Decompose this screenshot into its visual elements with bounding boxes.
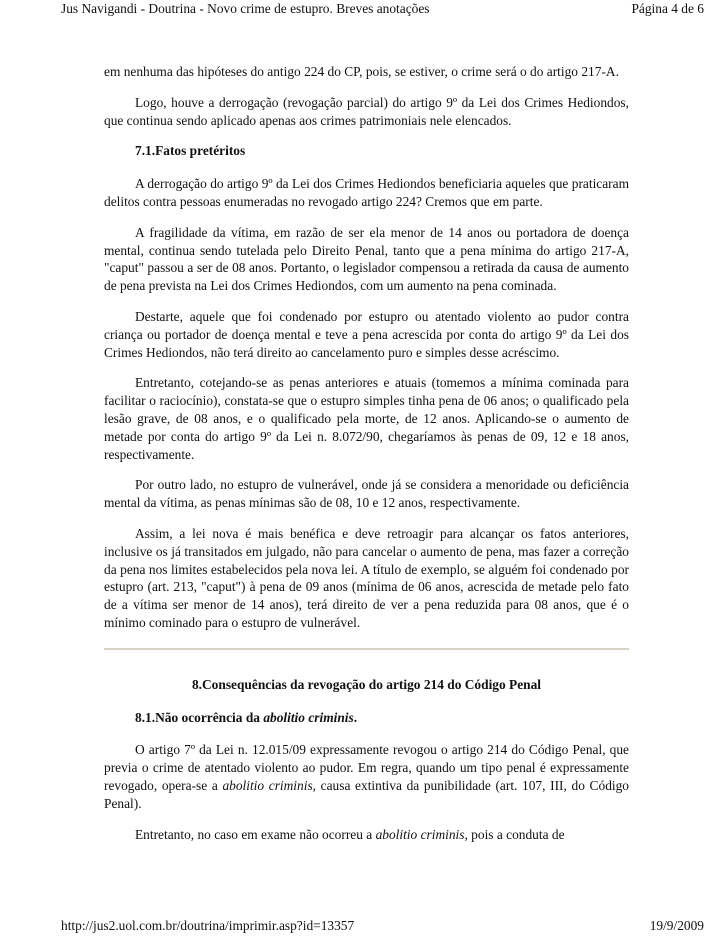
print-footer-url: http://jus2.uol.com.br/doutrina/imprimir.asp?id=13357 — [61, 918, 355, 933]
paragraph: A fragilidade da vítima, em razão de ser ela menor de 14 anos ou portadora de doença mental, continua sendo tutelada pelo Direito Penal, tanto que a pena mínima do artigo 217-A, "caput" passou a ser de 08 anos. Portanto, o legislador compensou a retirada da causa de aumento de pena prevista na Lei dos Crimes Hediondos, com um aumento na pena cominada. — [104, 224, 629, 294]
print-header-page-number: Página 4 de 6 — [631, 1, 704, 16]
heading-emphasis: abolitio criminis — [263, 709, 354, 725]
section-heading-8: 8.Consequências da revogação do artigo 214 do Código Penal — [191, 676, 542, 692]
section-heading-8-1 — [135, 709, 629, 727]
paragraph: Entretanto, cotejando-se as penas anteriores e atuais (tomemos a mínima cominada para facilitar o raciocínio), constata-se que o estupro simples tinha pena de 06 anos; o qualificado pela lesão grave, de 08 anos, e o qualificado pela morte, de 12 anos. Aplicando-se o aumento de metade por conta do artigo 9º da Lei n. 8.072/90, chegaríamos às penas de 09, 12 e 18 anos, respectivamente. — [104, 375, 629, 462]
paragraph: Assim, a lei nova é mais benéfica e deve retroagir para alcançar os fatos anteriores, inclusive os já transitados em julgado, não para cancelar o aumento de pena, mas fazer a correção da pena nos limites estabelecidos pela nova lei. A título de exemplo, se alguém foi condenado por estupro (art. 213, "caput") à pena de 09 anos (mínima de 06 anos, acrescida de metade pelo fato de a vítima ser menor de 14 anos), terá direito de ver a pena reduzida para 08 anos, que é o mínimo cominado para o estupro de vulnerável. — [104, 525, 629, 630]
article-body — [104, 63, 629, 856]
paragraph — [104, 826, 629, 844]
paragraph: em nenhuma das hipóteses do antigo 224 do CP, pois, se estiver, o crime será o do artigo 217-A. — [104, 64, 619, 79]
paragraph-text: pois a conduta de — [467, 826, 565, 842]
heading-text-end: . — [353, 709, 358, 725]
paragraph: Por outro lado, no estupro de vulnerável, onde já se considera a menoridade ou deficiência mental da vítima, as penas mínimas são de 08, 10 e 12 anos, respectivamente. — [104, 477, 629, 511]
paragraph — [104, 741, 629, 812]
print-header-title: Jus Navigandi - Doutrina - Novo crime de estupro. Breves anotações — [61, 1, 430, 16]
section-heading-7-1: 7.1.Fatos pretéritos — [135, 143, 246, 159]
heading-text: 8.1.Não ocorrência da — [135, 709, 264, 725]
paragraph: Logo, houve a derrogação (revogação parcial) do artigo 9º da Lei dos Crimes Hediondos, que continua sendo aplicado apenas aos crimes patrimoniais nele elencados. — [104, 94, 629, 128]
paragraph-emphasis: abolitio criminis — [222, 777, 313, 793]
print-footer-date: 19/9/2009 — [649, 918, 704, 933]
paragraph-text: O artigo 7º da Lei n. 12.015/09 expressamente revogou o artigo 214 do Código Penal, que previa o crime de atentado violento ao pudor. Em regra, quando um tipo penal é expressamente revogado, opera-se a — [104, 742, 629, 793]
paragraph-emphasis: abolitio criminis, — [375, 826, 468, 842]
section-divider — [104, 648, 629, 650]
paragraph-text: Entretanto, no caso em exame não ocorreu a — [135, 826, 376, 842]
paragraph: Destarte, aquele que foi condenado por estupro ou atentado violento ao pudor contra criança ou portador de doença mental e teve a pena acrescida por conta do artigo 9º da Lei dos Crimes Hediondos, não terá direito ao cancelamento puro e simples desse acréscimo. — [104, 308, 629, 360]
paragraph: A derrogação do artigo 9º da Lei dos Crimes Hediondos beneficiaria aqueles que praticaram delitos contra pessoas enumeradas no revogado artigo 224? Cremos que em parte. — [104, 176, 629, 209]
paragraph-text: , causa extintiva da punibilidade (art. 107, III, do Código Penal). — [104, 777, 629, 811]
